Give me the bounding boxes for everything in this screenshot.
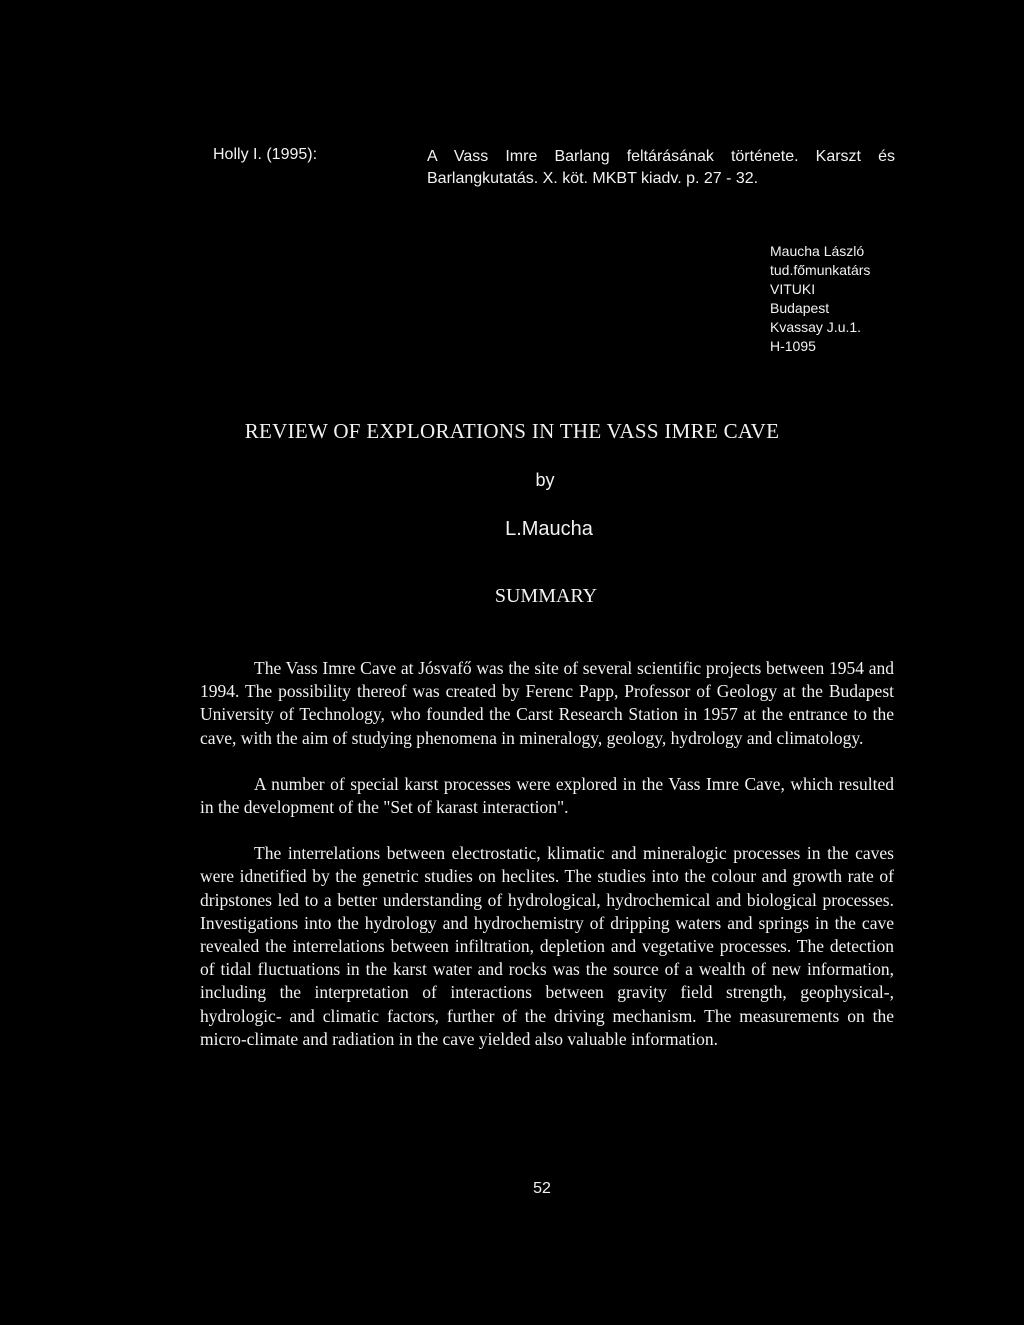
- address-line: tud.főmunkatárs: [770, 262, 871, 278]
- paper-title: REVIEW OF EXPLORATIONS IN THE VASS IMRE CAVE: [244, 419, 780, 443]
- summary-paragraph: The interrelations between electrostatic, klimatic and mineralogic processes in the caves were idnetified by the genetric studies on heclites. The studies into the colour and growth rate of dripstones led to a better understanding of hydrological, hydrochemical and biological processes. Investigations into the hydrology and hydrochemistry of dripping waters and springs in the cave revealed the interrelations between infiltration, depletion and vegetative processes. The detection of tidal fluctuations in the karst water and rocks was the source of a wealth of new information, including the interpretation of interactions between gravity field strength, geophysical-, hydrologic- and climatic factors, further of the driving mechanism. The measurements on the micro-climate and radiation in the cave yielded also valuable information.: [200, 843, 894, 1049]
- address-line: H-1095: [770, 338, 816, 354]
- reference-text: A Vass Imre Barlang feltárásának története. Karszt és Barlangkutatás. X. köt. MKBT kiadv. p. 27 - 32.: [427, 148, 895, 187]
- summary-paragraph: A number of special karst processes were explored in the Vass Imre Cave, which resulted in the development of the "Set of karast interaction".: [200, 773, 894, 818]
- author-name: L.Maucha: [505, 518, 593, 540]
- byline-by: by: [535, 470, 555, 490]
- reference-author: Holly I. (1995):: [213, 146, 318, 163]
- summary-heading: SUMMARY: [494, 585, 598, 607]
- page-number: 52: [533, 1180, 551, 1197]
- author-address: [770, 242, 870, 356]
- summary-paragraph: The Vass Imre Cave at Jósvafő was the site of several scientific projects between 1954 and 1994. The possibility thereof was created by Ferenc Papp, Professor of Geology at the Budapest University of Technology, who founded the Carst Research Station in 1957 at the entrance to the cave, with the aim of studying phenomena in mineralogy, geology, hydrology and climatology.: [200, 658, 894, 748]
- address-line: Maucha László: [770, 243, 865, 259]
- address-line: Budapest: [770, 300, 830, 316]
- address-line: VITUKI: [770, 281, 816, 297]
- address-line: Kvassay J.u.1.: [770, 319, 862, 335]
- summary-body: [200, 657, 894, 1074]
